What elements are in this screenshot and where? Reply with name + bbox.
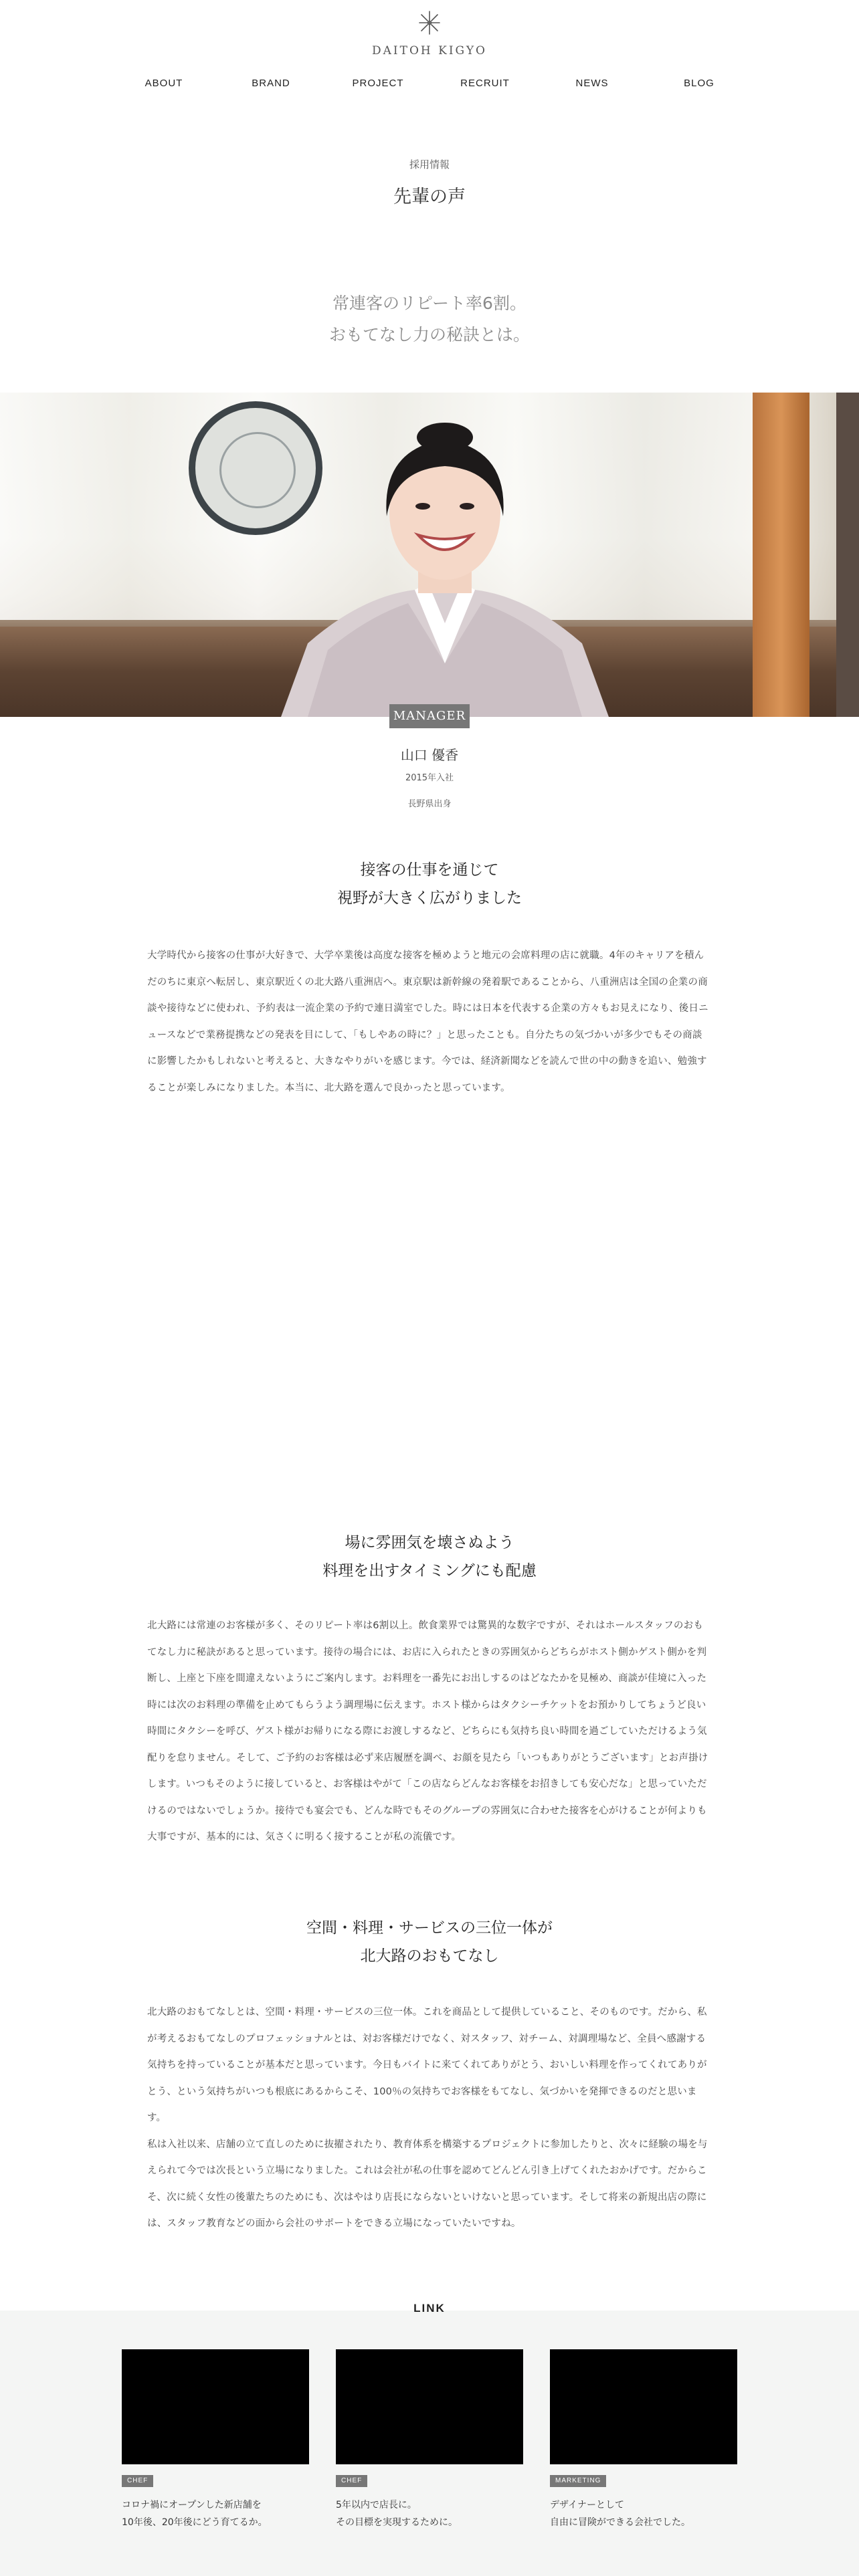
main-nav	[110, 78, 753, 89]
heading-line: 料理を出すタイミングにも配慮	[322, 1562, 537, 1580]
caption-line: その目標を実現するために。	[336, 2517, 458, 2528]
link-card[interactable]	[336, 2349, 523, 2531]
caption-line: 5年以内で店長に。	[336, 2500, 417, 2510]
nav-item-blog[interactable]: BLOG	[684, 78, 714, 89]
lead-line: おもてなし力の秘訣とは。	[328, 325, 530, 344]
section-heading	[0, 1914, 859, 1970]
heading-line: 北大路のおもてなし	[360, 1947, 499, 1965]
body-paragraph: 北大路のおもてなしとは、空間・料理・サービスの三位一体。これを商品として提供していること、そのものです。だから、私が考えるおもてなしのプロフェッショナルとは、対お客様だけでなく、対スタッフ、対チーム、対調理場など、全員へ感謝する気持ちを持っていることが基本だと思っています。今日もバイトに来てくれてありがとう、おいしい料理を作ってくれてありがとう、という気持ちがいつも根底にあるからこそ、100％の気持ちでお客様をもてなし、気づかいを発揮できるのだと思います。	[147, 2007, 707, 2123]
link-section-title: LINK	[413, 2302, 446, 2315]
wood-pillar	[753, 393, 809, 717]
card-caption[interactable]	[336, 2496, 523, 2531]
nav-item-brand[interactable]: BRAND	[252, 78, 290, 89]
caption-line: デザイナーとして	[550, 2500, 625, 2510]
card-caption[interactable]	[550, 2496, 737, 2531]
brand-name: DAITOH KIGYO	[372, 44, 487, 58]
section-label: 採用情報	[409, 158, 450, 171]
card-tag: MARKETING	[550, 2475, 606, 2487]
hometown: 長野県出身	[407, 799, 452, 809]
link-card[interactable]	[550, 2349, 737, 2531]
card-tag: CHEF	[122, 2475, 153, 2487]
nav-item-about[interactable]: ABOUT	[145, 78, 183, 89]
caption-line: コロナ禍にオープンした新店舗を	[122, 2500, 262, 2510]
heading-line: 視野が大きく広がりました	[337, 889, 522, 907]
staff-portrait	[281, 423, 609, 717]
heading-line: 接客の仕事を通じて	[360, 861, 499, 879]
site-logo[interactable]	[0, 9, 859, 58]
body-paragraph: 北大路には常連のお客様が多く、そのリピート率は6割以上。飲食業界では驚異的な数字ですが、それはホールスタッフのおもてなし力に秘訣があると思っています。接待の場合には、お店に入られたときの雰囲気からどちらがホスト側かゲスト側かを判断し、上座と下座を間違えないようにご案内します。お料理を一番先にお出しするのはどなたかを見極め、商談が佳境に入った時には次のお料理の準備を止めてもらうよう調理場に伝えます。ホスト様からはタクシーチケットをお預かりしてちょうど良い時間にタクシーを呼び、ゲスト様がお帰りになる際にお渡しするなど、どちらにも気持ち良い時間を過ごしていただけるよう気配りを怠りません。そして、ご予約のお客様は必ず来店履歴を調べ、お顔を見たら「いつもありがとうございます」とお声掛けします。いつもそのように接していると、お客様はやがて「この店ならどんなお客様をお招きしても安心だな」と思っていただけるのではないでしょうか。接待でも宴会でも、どんな時でもそのグループの雰囲気に合わせた接客を心がけることが何よりも大事ですが、基本的には、気さくに明るく接することが私の流儀です。	[147, 1620, 708, 1842]
caption-line: 10年後、20年後にどう育てるか。	[122, 2517, 268, 2528]
role-badge: MANAGER	[389, 704, 470, 728]
join-year: 2015年入社	[405, 773, 454, 783]
card-thumbnail[interactable]	[122, 2349, 309, 2464]
nav-item-news[interactable]: NEWS	[575, 78, 609, 89]
nav-item-project[interactable]: PROJECT	[352, 78, 404, 89]
heading-line: 空間・料理・サービスの三位一体が	[306, 1919, 553, 1937]
section-body	[147, 943, 712, 1101]
card-caption[interactable]	[122, 2496, 309, 2531]
section-heading	[0, 856, 859, 912]
section-body	[147, 2000, 712, 2238]
section-body	[147, 1613, 712, 1851]
card-thumbnail[interactable]	[550, 2349, 737, 2464]
person-name: 山口 優香	[400, 747, 459, 763]
card-tag: CHEF	[336, 2475, 367, 2487]
body-paragraph: 私は入社以来、店舗の立て直しのために抜擢されたり、教育体系を構築するプロジェクトに参加したりと、次々に経験の場を与えられて今では次長という立場になりました。これは会社が私の仕事を認めてどんどん引き上げてくれたおかげです。だからこそ、次に続く女性の後輩たちのためにも、次はやはり店長にならないといけないと思っています。そして将来の新規出店の際には、スタッフ教育などの面から会社のサポートをできる立場になっていたいですね。	[147, 2139, 708, 2229]
link-card[interactable]	[122, 2349, 309, 2531]
nav-item-recruit[interactable]: RECRUIT	[460, 78, 510, 89]
card-thumbnail[interactable]	[336, 2349, 523, 2464]
caption-line: 自由に冒険ができる会社でした。	[550, 2517, 690, 2528]
hero-photo	[0, 393, 859, 717]
page-title: 先輩の声	[393, 187, 466, 207]
lead-copy	[0, 288, 859, 350]
section-heading	[0, 1529, 859, 1585]
heading-line: 場に雰囲気を壊さぬよう	[345, 1534, 514, 1551]
wood-pillar	[836, 393, 859, 717]
lead-line: 常連客のリピート率6割。	[332, 294, 527, 313]
body-paragraph: 大学時代から接客の仕事が大好きで、大学卒業後は高度な接客を極めようと地元の会席料理の店に就職。4年のキャリアを積んだのちに東京へ転居し、東京駅近くの北大路八重洲店へ。東京駅は新幹線の発着駅であることから、八重洲店は全国の企業の商談や接待などに使われ、予約表は一流企業の予約で連日満室でした。時には日本を代表する企業の方々もお見えになり、後日ニュースなどで業務提携などの発表を目にして、「もしやあの時に？」と思ったことも。自分たちの気づかいが多少でもその商談に影響したかもしれないと考えると、大きなやりがいを感じます。今では、経済新聞などを読んで世の中の動きを追い、勉強することが楽しみになりました。本当に、北大路を選んで良かったと思っています。	[147, 950, 708, 1093]
flower-mark-icon	[416, 9, 443, 36]
